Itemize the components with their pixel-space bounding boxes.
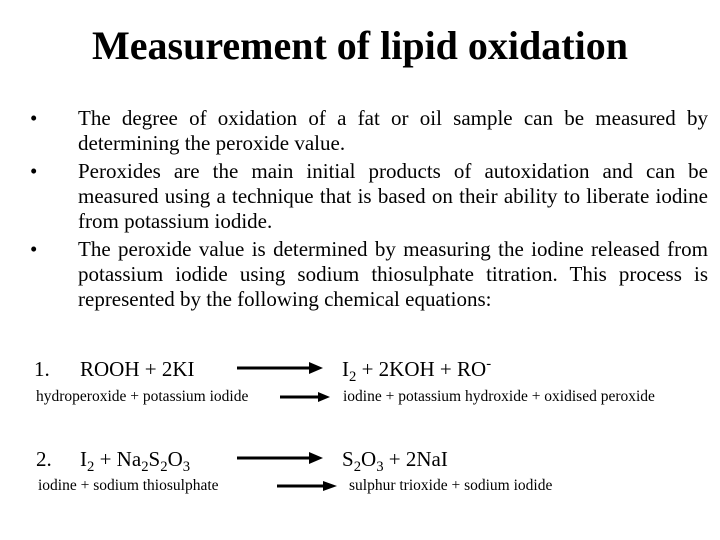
equation-2-products: $S_2O_3 + 2NaI$ — [342, 447, 448, 476]
equation-2-products-words: sulphur trioxide + sodium iodide — [349, 477, 553, 494]
bullet-text: The degree of oxidation of a fat or oil sample can be measured by determining the peroxide value. — [78, 106, 708, 155]
equation-1-reactants-words: hydroperoxide + potassium iodide — [36, 388, 249, 405]
reaction-arrow-icon — [237, 361, 323, 375]
bullet-text: The peroxide value is determined by measuring the iodine released from potassium iodide using sodium thiosulphate titration. This process is represented by the following chemical equations: — [78, 237, 708, 311]
equation-1-products-words: iodine + potassium hydroxide + oxidised peroxide — [343, 388, 655, 405]
bullet-list — [30, 106, 712, 315]
equation-1-products: $I_2 + 2KOH + RO^-$ — [342, 356, 492, 386]
bullet-text: Peroxides are the main initial products of autoxidation and can be measured using a technique that is based on their ability to liberate iodine from potassium iodide. — [78, 159, 708, 233]
reaction-arrow-icon — [237, 451, 323, 465]
bullet-marker: • — [30, 159, 38, 183]
bullet-marker: • — [30, 106, 38, 130]
reaction-arrow-icon — [280, 391, 330, 403]
reaction-arrow-icon — [277, 480, 337, 492]
equation-1-number: 1. — [34, 357, 50, 381]
bullet-marker: • — [30, 237, 38, 261]
equation-2-number: 2. — [36, 447, 52, 471]
slide-title: Measurement of lipid oxidation — [92, 23, 628, 68]
bullet-item — [30, 106, 712, 156]
equation-2-reactants-words: iodine + sodium thiosulphate — [38, 477, 219, 494]
bullet-item — [30, 159, 712, 234]
bullet-item — [30, 237, 712, 312]
equation-2-reactants: $I_2 + Na_2S_2O_3$ — [80, 447, 191, 476]
equation-1-reactants: ROOH + 2KI — [80, 357, 195, 381]
